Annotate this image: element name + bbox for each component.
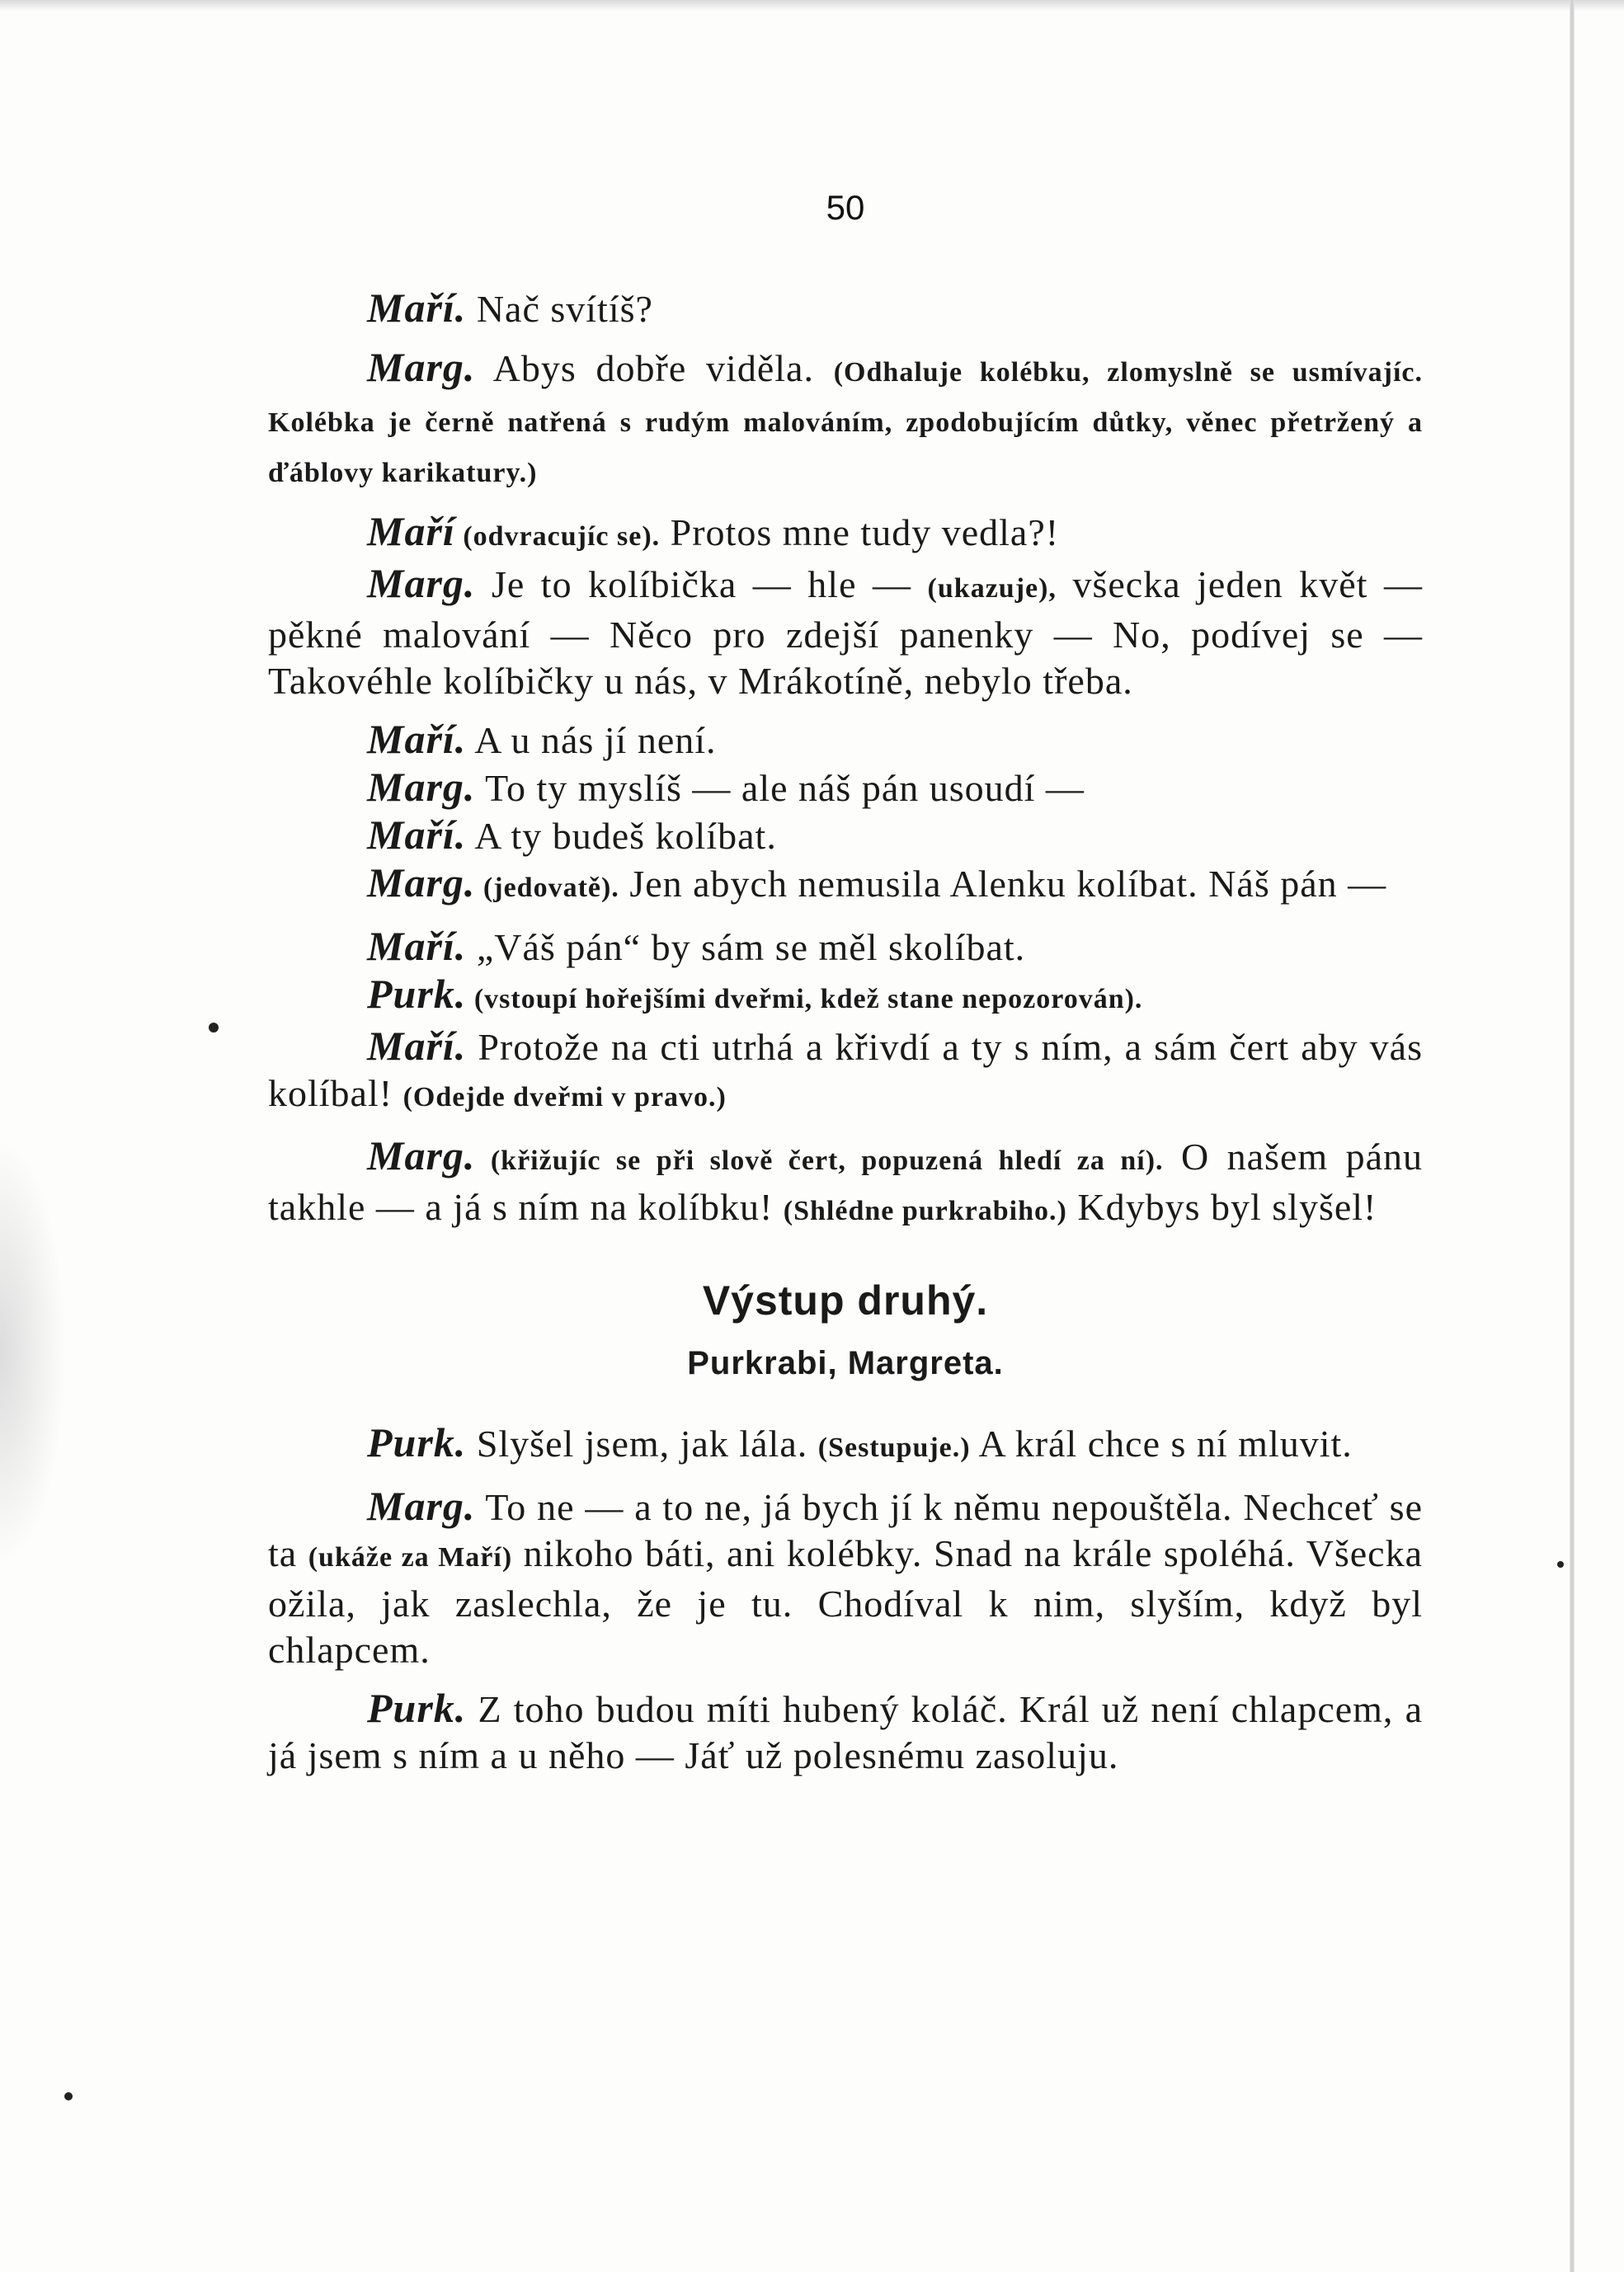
dialogue-line [268,1132,1423,1235]
stage-direction: (Odhaluje kolébku, zlomyslně se usmívajíc. Kolébka je černě natřená s rudým malováním, zpodobujícím důtky, věnec přetržený a ďáblovy karikatury.) [268,357,1423,488]
speaker-name: Maří. [367,285,467,331]
dialogue-line [268,859,1423,911]
dialogue-text: A král chce s ní mluvit. [970,1423,1353,1465]
page-smudge [0,1138,66,1567]
dialogue-line [268,1023,1423,1121]
dialogue-text: Slyšel jsem, jak lála. [466,1423,818,1465]
speaker-name: Maří. [367,811,467,858]
stage-direction: (Odejde dveřmi v pravo.) [402,1082,727,1112]
dialogue-text: To ty myslíš — ale náš pán usoudí — [475,767,1085,809]
ink-speck [64,2092,73,2100]
dialogue-text: A ty budeš kolíbat. [466,815,777,857]
stage-direction: (Sestupuje.) [817,1432,971,1463]
dialogue-text: Kdybys byl slyšel! [1066,1186,1377,1228]
dialogue-line [268,716,1423,764]
page-number: 50 [826,188,865,227]
stage-direction: (vstoupí hořejšími dveřmi, kdež stane nepozorován). [466,984,1143,1014]
stage-direction: (ukazuje), [927,573,1057,604]
play-text [268,285,1423,1779]
speaker-name: Maří [367,508,455,554]
ink-speck [1557,1561,1564,1568]
ink-speck [209,1023,219,1033]
dialogue-line [268,1685,1423,1779]
speaker-name: Purk. [367,1685,467,1731]
dialogue-text: Protos mne tudy vedla?! [660,511,1060,553]
speaker-name: Marg. [367,344,476,390]
dialogue-text: To ne — a to ne, já bych jí k němu nepouštěla. Nechceť se ta [268,1486,1423,1574]
speaker-name: Purk. [367,1419,467,1465]
dialogue-line [268,560,1423,704]
dialogue-text: Jen abych nemusila Alenku kolíbat. Náš pán — [619,863,1387,905]
speaker-name: Maří. [367,923,467,969]
dialogue-line [268,971,1423,1023]
dialogue-text: Z toho budou míti hubený koláč. Král už není chlapcem, a já jsem s ním a u něho — Jáť už polesnému zasoluju. [268,1688,1423,1776]
speaker-name: Maří. [367,716,467,762]
speaker-name: Maří. [367,1023,467,1069]
dialogue-text: O našem pánu takhle — a já s ním na kolíbku! [268,1136,1424,1228]
dialogue-line [268,508,1423,560]
speaker-name: Marg. [367,1483,476,1529]
dialogue-text: Abys dobře viděla. [475,347,834,389]
speaker-name: Marg. [367,1132,476,1178]
dialogue-text: Je to kolíbička — hle — [475,563,928,605]
stage-direction: (odvracujíc se). [454,521,661,552]
dialogue-text: Protože na cti utrhá a křivdí a ty s ním, a sám čert aby vás kolíbal! [268,1026,1423,1114]
speaker-name: Purk. [367,971,467,1017]
dialogue-text: nikoho báti, ani kolébky. Snad na krále spoléhá. Všecka ožila, jak zaslechla, že je tu. Chodíval k nim, slyším, když byl chlapcem. [268,1532,1423,1671]
dialogue-line [268,1483,1423,1673]
dialogue-line [268,344,1423,496]
stage-direction: (ukáže za Maří) [308,1542,513,1573]
speaker-name: Marg. [367,764,476,810]
scene-characters: Purkrabi, Margreta. [687,1345,1004,1381]
dialogue-line [268,811,1423,859]
dialogue-text: všecka jeden květ — pěkné malování — Něco pro zdejší panenky — No, podívej se — Takovéhle kolíbičky u nás, v Mrákotíně, nebylo třeba. [268,563,1423,702]
speaker-name: Marg. [367,859,476,906]
dialogue-line [268,1419,1423,1471]
stage-direction: (jedovatě). [475,873,619,903]
dialogue-line [268,923,1423,971]
dialogue-text: „Váš pán“ by sám se měl skolíbat. [466,926,1026,968]
dialogue-line [268,764,1423,811]
dialogue-line [268,285,1423,332]
scene-heading: Výstup druhý. [702,1277,989,1324]
stage-direction: (Shlédne purkrabiho.) [783,1196,1067,1226]
page-edge-top [0,0,1624,12]
dialogue-text: A u nás jí není. [466,719,717,761]
speaker-name: Marg. [367,560,476,606]
stage-direction: (křižujíc se při slově čert, popuzená hledí za ní). [475,1145,1164,1176]
dialogue-text: Nač svítíš? [466,288,653,330]
page-edge-right [1570,0,1575,2272]
